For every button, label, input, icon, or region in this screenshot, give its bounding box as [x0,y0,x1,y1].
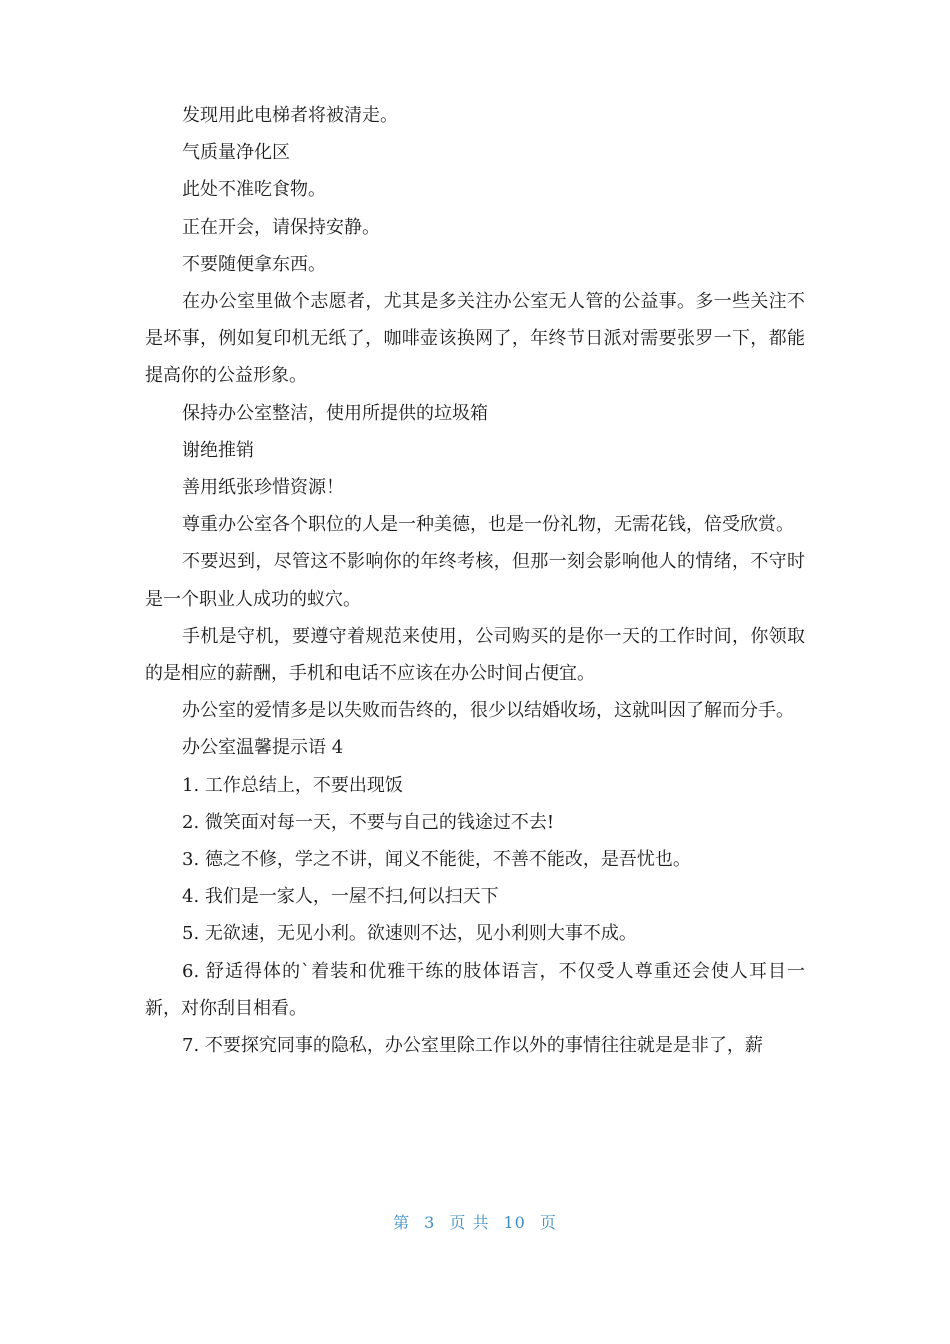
list-item: 1. 工作总结上，不要出现饭 [182,774,403,796]
list-item: 4. 我们是一家人，一屋不扫,何以扫天下 [182,886,499,908]
paragraph: 不要迟到，尽管这不影响你的年终考核，但那一刻会影响他人的情绪，不守时是一个职业人成功的蚁穴。 [145,551,805,610]
footer-middle: 页 共 [449,1213,490,1232]
list-item: 5. 无欲速，无见小利。欲速则不达，见小利则大事不成。 [182,923,637,945]
list-item: 6. 舒适得体的`着装和优雅干练的肢体语言，不仅受人尊重还会使人耳目一新，对你刮目相看。 [145,960,805,1019]
paragraph: 谢绝推销 [182,439,254,461]
list-item: 7. 不要探究同事的隐私，办公室里除工作以外的事情往往就是是非了，薪 [182,1035,763,1057]
paragraph: 不要随便拿东西。 [182,253,326,275]
list-item: 3. 德之不修，学之不讲，闻义不能徙，不善不能改，是吾忧也。 [182,849,691,871]
list-item: 2. 微笑面对每一天，不要与自己的钱途过不去! [182,811,555,833]
paragraph: 正在开会，请保持安静。 [182,216,380,238]
paragraph: 保持办公室整洁，使用所提供的垃圾箱 [182,402,488,424]
total-page-number: 10 [503,1213,526,1232]
page-body [145,97,805,1064]
paragraph: 尊重办公室各个职位的人是一种美德，也是一份礼物，无需花钱，倍受欣赏。 [182,514,794,536]
page-footer [0,1210,950,1233]
footer-prefix: 第 [393,1213,411,1232]
paragraph: 办公室的爱情多是以失败而告终的，很少以结婚收场，这就叫因了解而分手。 [182,700,794,722]
current-page-number: 3 [424,1213,436,1232]
footer-suffix: 页 [539,1213,557,1232]
paragraph: 发现用此电梯者将被清走。 [182,105,398,126]
paragraph: 在办公室里做个志愿者，尤其是多关注办公室无人管的公益事。多一些关注不是坏事，例如复印机无纸了，咖啡壶该换网了，年终节日派对需要张罗一下，都能提高你的公益形象。 [145,291,805,387]
paragraph: 气质量净化区 [182,142,290,164]
paragraph: 此处不准吃食物。 [182,179,326,201]
paragraph: 手机是守机，要遵守着规范来使用，公司购买的是你一天的工作时间，你领取的是相应的薪酬，手机和电话不应该在办公时间占便宜。 [145,625,805,685]
paragraph: 善用纸张珍惜资源！ [182,477,344,499]
section-heading: 办公室温馨提示语 4 [182,737,344,759]
